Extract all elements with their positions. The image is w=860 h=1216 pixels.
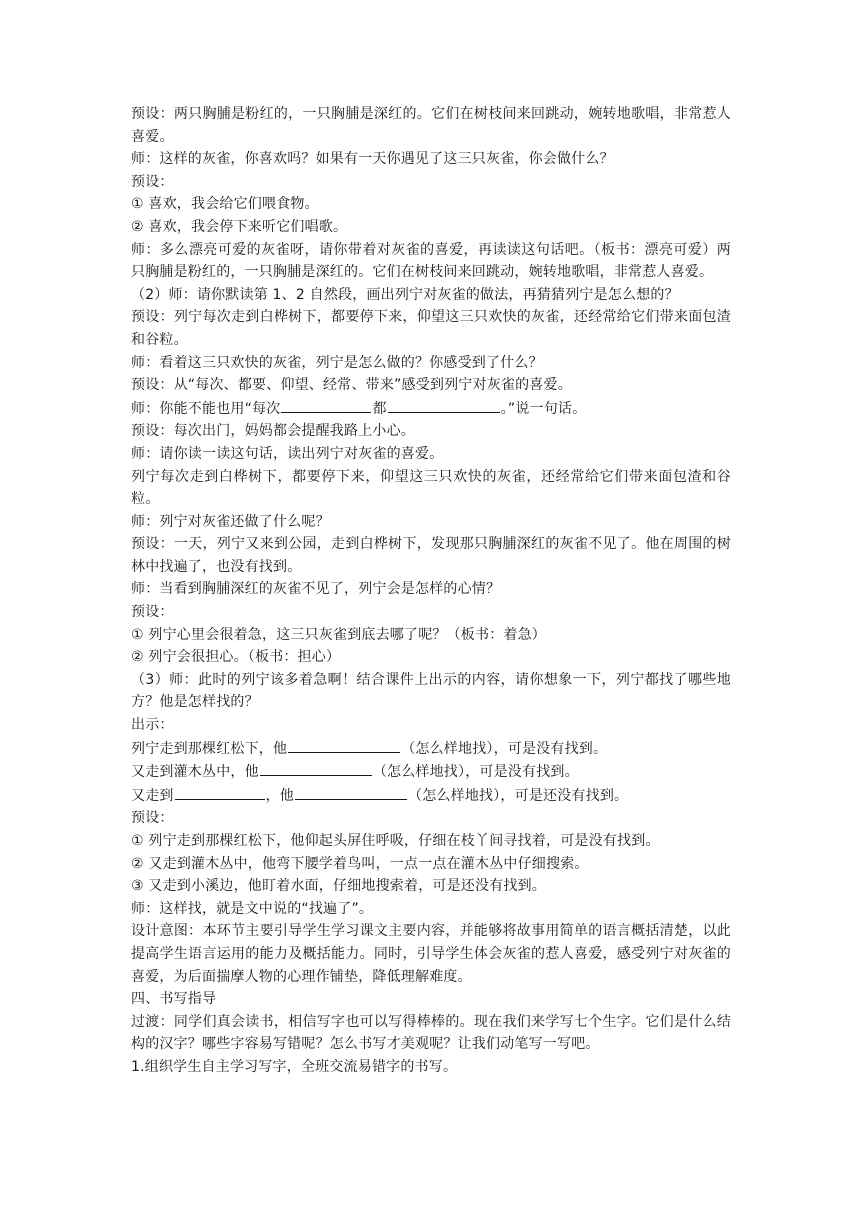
- paragraph: 过渡：同学们真会读书，相信写字也可以写得棒棒的。现在我们来学写七个生字。它们是什么结构的汉字？哪些字容易写错呢？怎么书写才美观呢？让我们动笔写一写吧。: [131, 1013, 731, 1053]
- sentence-part: （怎么样地找），可是没有找到。: [401, 740, 608, 757]
- fill-blank: [288, 737, 400, 753]
- fill-blank: [281, 397, 371, 413]
- fill-in-sentence: [131, 760, 731, 784]
- list-item: ② 喜欢，我会停下来听它们唱歌。: [131, 218, 348, 235]
- paragraph: 预设：: [131, 173, 174, 190]
- sentence-part: 又走到: [131, 787, 174, 804]
- paragraph: 预设：列宁每次走到白桦树下，都要停下来，仰望这三只欢快的灰雀，还经常给它们带来面包渣和谷粒。: [131, 309, 731, 348]
- paragraph: 师：这样的灰雀，你喜欢吗？如果有一天你遇见了这三只灰雀，你会做什么？: [131, 151, 614, 168]
- sentence-part: 师：你能不能也用“每次: [131, 400, 281, 417]
- paragraph: 出示：: [131, 717, 174, 734]
- list-item: ② 又走到灌木丛中，他弯下腰学着鸟叫，一点一点在灌木丛中仔细搜索。: [131, 855, 589, 872]
- sentence-part: （怎么样地找），可是没有找到。: [372, 764, 579, 781]
- paragraph: 师：看着这三只欢快的灰雀，列宁是怎么做的？你感受到了什么？: [131, 354, 543, 371]
- paragraph: 预设：: [131, 604, 174, 621]
- fill-blank: [295, 784, 407, 800]
- fill-blank: [260, 760, 372, 776]
- section-heading: 四、书写指导: [131, 991, 217, 1008]
- paragraph: 预设：: [131, 810, 174, 827]
- paragraph: （2）师：请你默读第 1、2 自然段，画出列宁对灰雀的做法，再猜猜列宁是怎么想的？: [131, 286, 679, 303]
- paragraph: 预设：两只胸脯是粉红的，一只胸脯是深红的。它们在树枝间来回跳动，婉转地歌唱，非常惹人喜爱。: [131, 106, 731, 145]
- sentence-part: （怎么样地找），可是还没有找到。: [408, 787, 629, 804]
- paragraph: 列宁每次走到白桦树下，都要停下来，仰望这三只欢快的灰雀，还经常给它们带来面包渣和谷粒。: [131, 468, 731, 508]
- fill-blank: [175, 784, 265, 800]
- fill-in-sentence: [131, 737, 731, 761]
- paragraph: 师：请你读一读这句话，读出列宁对灰雀的喜爱。: [131, 445, 444, 462]
- sentence-part: 。”说一句话。: [500, 400, 587, 417]
- sentence-part: 都: [372, 400, 387, 417]
- fill-in-sentence: [131, 397, 731, 421]
- list-item: ② 列宁会很担心。（板书：担心）: [131, 649, 341, 666]
- list-item: ① 列宁走到那棵红松下，他仰起头屏住呼吸，仔细在枝丫间寻找着，可是没有找到。: [131, 833, 660, 849]
- paragraph: 师：列宁对灰雀还做了什么呢？: [131, 513, 330, 530]
- paragraph: 设计意图：本环节主要引导学生学习课文主要内容，并能够将故事用简单的语言概括清楚，以此提高学生语言运用的能力及概括能力。同时，引导学生体会灰雀的惹人喜爱，感受列宁对灰雀的喜爱，为后面揣摩人物的心理作铺垫，降低理解难度。: [131, 923, 731, 985]
- sentence-part: 又走到灌木丛中，他: [131, 764, 259, 781]
- document-body: [131, 103, 731, 1079]
- paragraph: （3）师：此时的列宁该多着急啊！结合课件上出示的内容，请你想象一下，列宁都找了哪些地方？他是怎样找的？: [131, 671, 731, 711]
- paragraph: 1.组织学生自主学习写字，全班交流易错字的书写。: [131, 1058, 458, 1075]
- fill-blank: [388, 397, 500, 413]
- list-item: ① 喜欢，我会给它们喂食物。: [131, 196, 319, 213]
- sentence-part: ，他: [265, 787, 295, 804]
- paragraph: 预设：每次出门，妈妈都会提醒我路上小心。: [131, 423, 415, 440]
- paragraph: 师：当看到胸脯深红的灰雀不见了，列宁会是怎样的心情？: [131, 581, 501, 598]
- paragraph: 预设：一天，列宁又来到公园，走到白桦树下，发现那只胸脯深红的灰雀不见了。他在周围的树林中找遍了，也没有找到。: [131, 536, 731, 575]
- paragraph: 师：多么漂亮可爱的灰雀呀，请你带着对灰雀的喜爱，再读读这句话吧。（板书：漂亮可爱）两只胸脯是粉红的，一只胸脯是深红的。它们在树枝间来回跳动，婉转地歌唱，非常惹人喜爱。: [131, 241, 731, 281]
- list-item: ① 列宁心里会很着急，这三只灰雀到底去哪了呢？（板书：着急）: [131, 626, 546, 643]
- fill-in-sentence: [131, 784, 731, 808]
- list-item: ③ 又走到小溪边，他盯着水面，仔细地搜索着，可是还没有找到。: [131, 878, 546, 895]
- sentence-part: 列宁走到那棵红松下，他: [131, 740, 288, 757]
- paragraph: 预设：从“每次、都要、仰望、经常、带来”感受到列宁对灰雀的喜爱。: [131, 377, 572, 394]
- paragraph: 师：这样找，就是文中说的“找遍了”。: [131, 900, 374, 917]
